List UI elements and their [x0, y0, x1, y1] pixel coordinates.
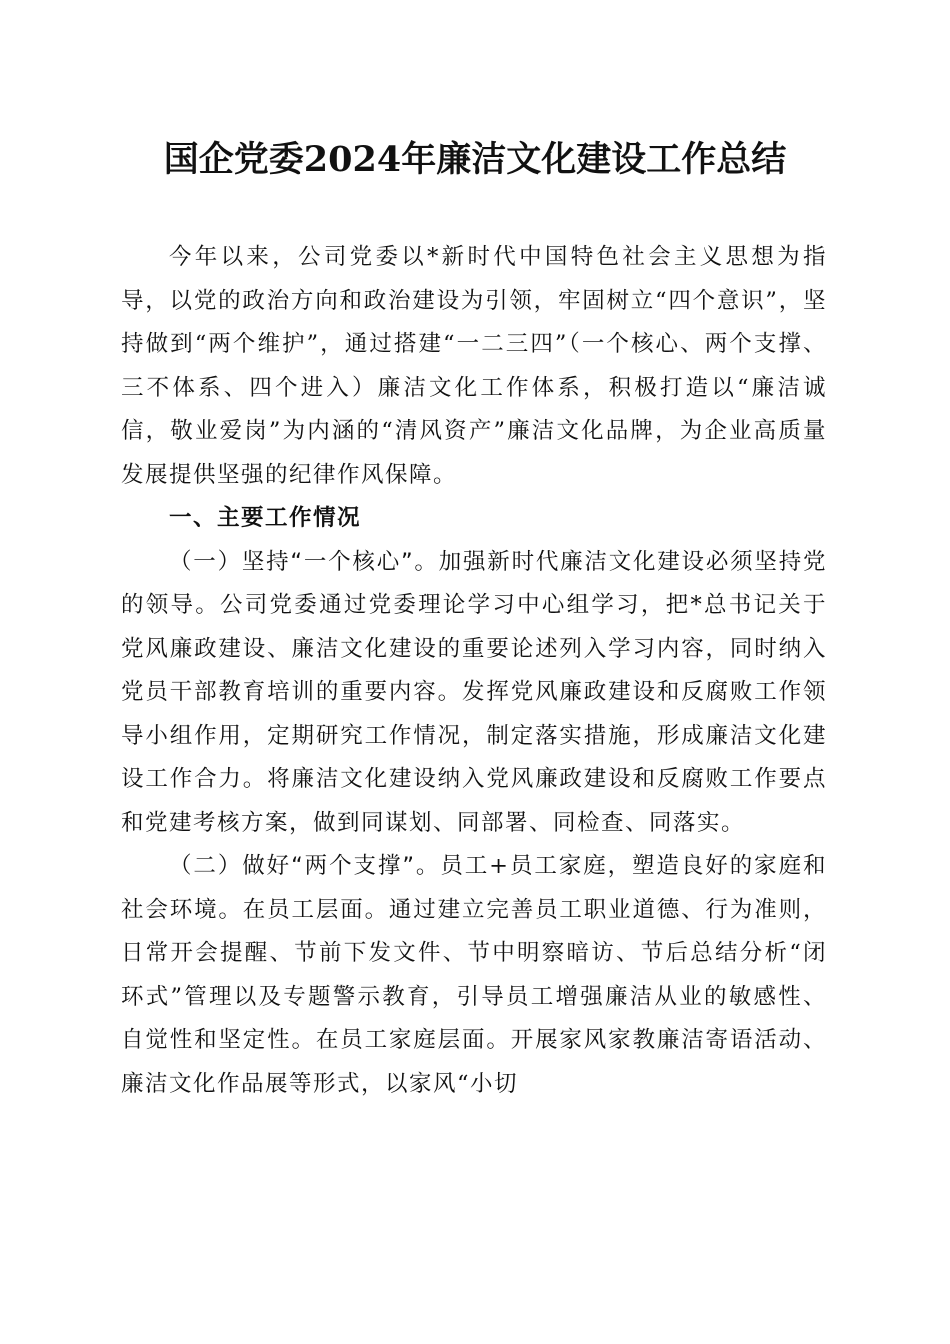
intro-paragraph: 今年以来，公司党委以*新时代中国特色社会主义思想为指导，以党的政治方向和政治建设为引领，牢固树立“四个意识”，坚持做到“两个维护”，通过搭建“一二三四”（一个核心、两个支撑、三不体系、四个进入）廉洁文化工作体系，积极打造以“廉洁诚信，敬业爱岗”为内涵的“清风资产”廉洁文化品牌，为企业高质量发展提供坚强的纪律作风保障。	[121, 244, 827, 488]
item-paragraph-1	[121, 541, 827, 846]
section-heading: 一、主要工作情况	[169, 505, 362, 531]
item-text-2: 员工+员工家庭，塑造良好的家庭和社会环境。在员工层面。通过建立完善员工职业道德、行为准则，日常开会提醒、节前下发文件、节中明察暗访、节后总结分析“闭环式”管理以及专题警示教育，引导员工增强廉洁从业的敏感性、自觉性和坚定性。在员工家庭层面。开展家风家教廉洁寄语活动、廉洁文化作品展等形式，以家风“小切	[121, 853, 827, 1097]
item-paragraph-2	[121, 845, 827, 1106]
document-body	[121, 236, 827, 1106]
document-title: 国企党委2024年廉洁文化建设工作总结	[163, 139, 787, 180]
item-text-1: 加强新时代廉洁文化建设必须坚持党的领导。公司党委通过党委理论学习中心组学习，把*总书记关于党风廉政建设、廉洁文化建设的重要论述列入学习内容，同时纳入党员干部教育培训的重要内容。发挥党风廉政建设和反腐败工作领导小组作用，定期研究工作情况，制定落实措施，形成廉洁文化建设工作合力。将廉洁文化建设纳入党风廉政建设和反腐败工作要点和党建考核方案，做到同谋划、同部署、同检查、同落实。	[121, 548, 827, 836]
item-lead-2: （二）做好“两个支撑”。	[169, 853, 441, 879]
item-lead-1: （一）坚持“一个核心”。	[169, 548, 439, 575]
